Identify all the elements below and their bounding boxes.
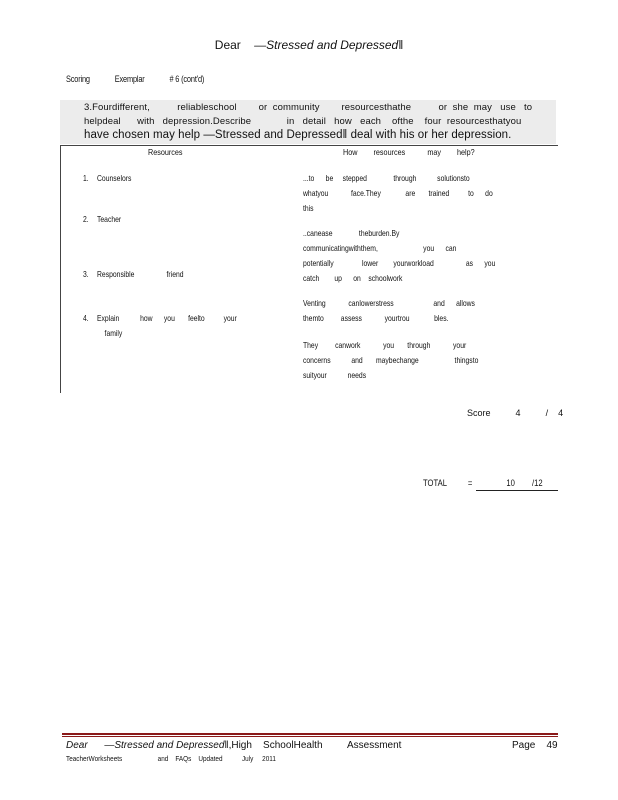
scoring-line bbox=[66, 74, 227, 84]
score-value: 4 bbox=[515, 408, 521, 418]
footer-rule bbox=[62, 733, 558, 735]
how-help-header: How resources may help? bbox=[343, 147, 475, 157]
question-line-2: helpdeal with depression.Describe in detail how each ofthe four resourcesthatyou bbox=[84, 116, 522, 127]
row-number: 2. bbox=[83, 214, 89, 224]
score-max: 4 bbox=[558, 408, 564, 418]
question-line-3: have chosen may help —Stressed and Depressed‖ deal with his or her depression. bbox=[84, 129, 512, 141]
question-line-1: 3.Fourdifferent, reliableschool or community resourcesthathe or she may use to bbox=[84, 102, 533, 113]
title-prefix: Dear bbox=[214, 38, 241, 52]
score-line bbox=[467, 408, 563, 418]
total-max: /12 bbox=[531, 478, 543, 488]
resource-name: Responsible friend bbox=[97, 269, 184, 279]
score-separator: / bbox=[545, 408, 549, 418]
row-number: 3. bbox=[83, 269, 89, 279]
footer-rule-thin bbox=[62, 736, 558, 737]
page-number bbox=[512, 740, 558, 751]
footer-dear: Dear bbox=[66, 740, 88, 751]
footer-title bbox=[66, 740, 401, 751]
exemplar-number: # 6 (cont'd) bbox=[169, 74, 205, 84]
title-italic: —Stressed and Depressed‖ bbox=[254, 38, 404, 52]
resource-name: Explain how you feelto your family bbox=[97, 313, 237, 338]
footer-rest: ,High SchoolHealth Assessment bbox=[228, 740, 402, 751]
score-label: Score bbox=[467, 408, 491, 418]
page-label: Page bbox=[512, 740, 536, 751]
footer-subtitle: TeacherWorksheets and FAQs Updated July 2011 bbox=[66, 754, 276, 763]
resource-help: They canwork you through your concerns and maybechange thingsto suityour needs bbox=[303, 340, 479, 380]
footer-italic: —Stressed and Depressed‖ bbox=[104, 740, 229, 751]
resource-name: Counselors bbox=[97, 173, 132, 183]
total-underline bbox=[476, 490, 558, 491]
total-label: TOTAL bbox=[423, 478, 447, 488]
row-number: 4. bbox=[83, 313, 89, 323]
resource-help: ...to be stepped through solutionsto whatyou face.They are trained to do this bbox=[303, 173, 493, 213]
table-left-rule bbox=[60, 145, 61, 393]
table-top-rule bbox=[60, 145, 558, 146]
total-line bbox=[423, 478, 543, 488]
resources-header: Resources bbox=[148, 147, 183, 157]
scoring-label: Scoring bbox=[66, 74, 90, 84]
resource-help: ..canease theburden.By communicatingwiththem, you can potentially lower yourworkload as you catch up on schoolwork bbox=[303, 228, 496, 283]
total-equals: = bbox=[467, 478, 473, 488]
total-value: 10 bbox=[506, 478, 515, 488]
resource-help: Venting canlowerstress and allows themto assess yourtrou bles. bbox=[303, 298, 475, 323]
exemplar-label: Exemplar bbox=[114, 74, 145, 84]
row-number: 1. bbox=[83, 173, 89, 183]
page-number-value: 49 bbox=[546, 740, 558, 751]
resource-name: Teacher bbox=[97, 214, 122, 224]
page-title bbox=[0, 38, 618, 52]
